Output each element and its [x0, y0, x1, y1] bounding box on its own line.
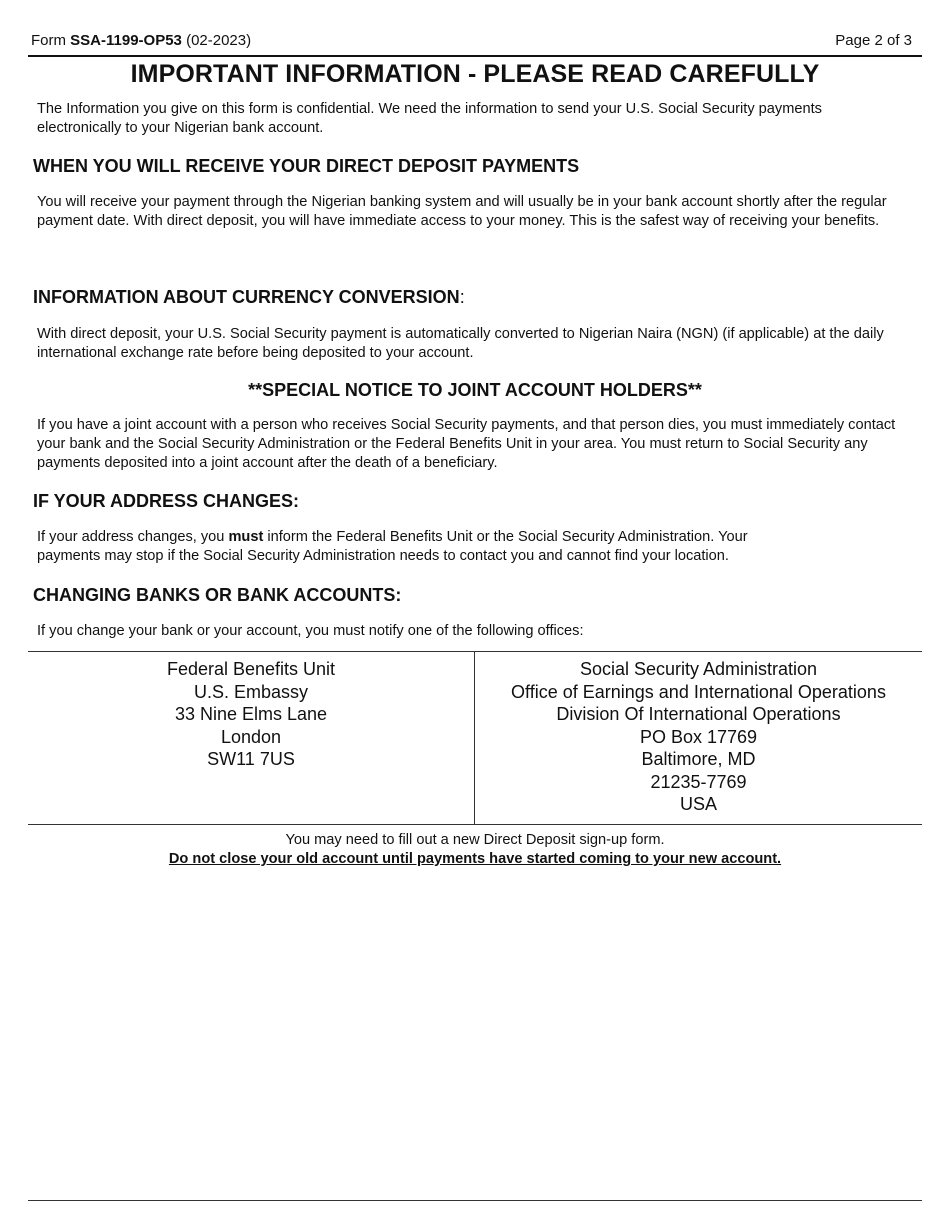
banks-paragraph: If you change your bank or your account, you must notify one of the following offices:: [37, 623, 584, 639]
banks-heading: CHANGING BANKS OR BANK ACCOUNTS:: [33, 585, 402, 605]
form-number: SSA-1199-OP53: [70, 32, 182, 49]
address-line: U.S. Embassy: [193, 681, 309, 702]
address-line: London: [220, 726, 282, 747]
address-line: Office of Earnings and International Operations: [511, 681, 886, 702]
address-line: 21235-7769: [650, 771, 747, 792]
address-line: Social Security Administration: [579, 659, 818, 679]
form-identifier: [31, 32, 251, 49]
address-line: USA: [679, 794, 717, 814]
page-title: IMPORTANT INFORMATION - PLEASE READ CAREFULLY: [130, 60, 820, 88]
address-text-bold: must: [228, 529, 264, 545]
address-line: 33 Nine Elms Lane: [174, 704, 328, 724]
address-text-after: inform the Federal Benefits Unit or the Social Security Administration. Your: [263, 529, 748, 545]
address-line: Baltimore, MD: [641, 749, 756, 769]
address-text-line2: payments may stop if the Social Security Administration needs to contact you and cannot find your location.: [37, 548, 729, 564]
address-line: Division Of International Operations: [556, 704, 841, 724]
federal-benefits-unit-address: [28, 658, 474, 771]
joint-heading: **SPECIAL NOTICE TO JOINT ACCOUNT HOLDERS**: [248, 380, 702, 400]
page-number: Page 2 of 3: [835, 32, 912, 49]
warning-note: Do not close your old account until payments have started coming to your new account.: [168, 851, 782, 867]
header-rule: [28, 55, 922, 57]
signup-note: You may need to fill out a new Direct Deposit sign-up form.: [285, 832, 665, 848]
currency-heading-wrap: [33, 287, 465, 308]
address-text-before: If your address changes, you: [37, 529, 229, 545]
receive-paragraph: You will receive your payment through the Nigerian banking system and will usually be in your bank account shortly after the regular payment date. With direct deposit, you will have immediate access to your money. This is the safest way of receiving your benefits.: [37, 194, 887, 229]
form-prefix: Form: [31, 32, 71, 49]
address-line: Federal Benefits Unit: [166, 659, 336, 679]
address-line: PO Box 17769: [639, 726, 758, 747]
form-date: (02-2023): [181, 32, 252, 49]
form-header: [0, 30, 950, 56]
address-paragraph: [37, 528, 907, 566]
currency-heading-colon: :: [459, 287, 465, 307]
footer-rule: [28, 1200, 922, 1201]
ssa-address: [475, 658, 922, 816]
address-heading: IF YOUR ADDRESS CHANGES:: [33, 491, 300, 511]
warning-note-wrap: [0, 850, 950, 869]
receive-heading: WHEN YOU WILL RECEIVE YOUR DIRECT DEPOSIT PAYMENTS: [33, 156, 580, 176]
address-line: SW11 7US: [207, 749, 295, 769]
currency-paragraph: With direct deposit, your U.S. Social Security payment is automatically converted to Nigerian Naira (NGN) (if applicable) at the daily international exchange rate before being deposited to your account.: [37, 326, 884, 361]
intro-paragraph: The Information you give on this form is confidential. We need the information to send your U.S. Social Security payments electronically to your Nigerian bank account.: [37, 101, 822, 136]
offices-table: [28, 651, 922, 825]
joint-paragraph: If you have a joint account with a person who receives Social Security payments, and that person dies, you must immediately contact your bank and the Social Security Administration or the Federal Benefits Unit in your area. You must return to Social Security any payments deposited into a joint account after the death of a beneficiary.: [37, 417, 896, 471]
currency-heading: INFORMATION ABOUT CURRENCY CONVERSION: [33, 287, 460, 307]
